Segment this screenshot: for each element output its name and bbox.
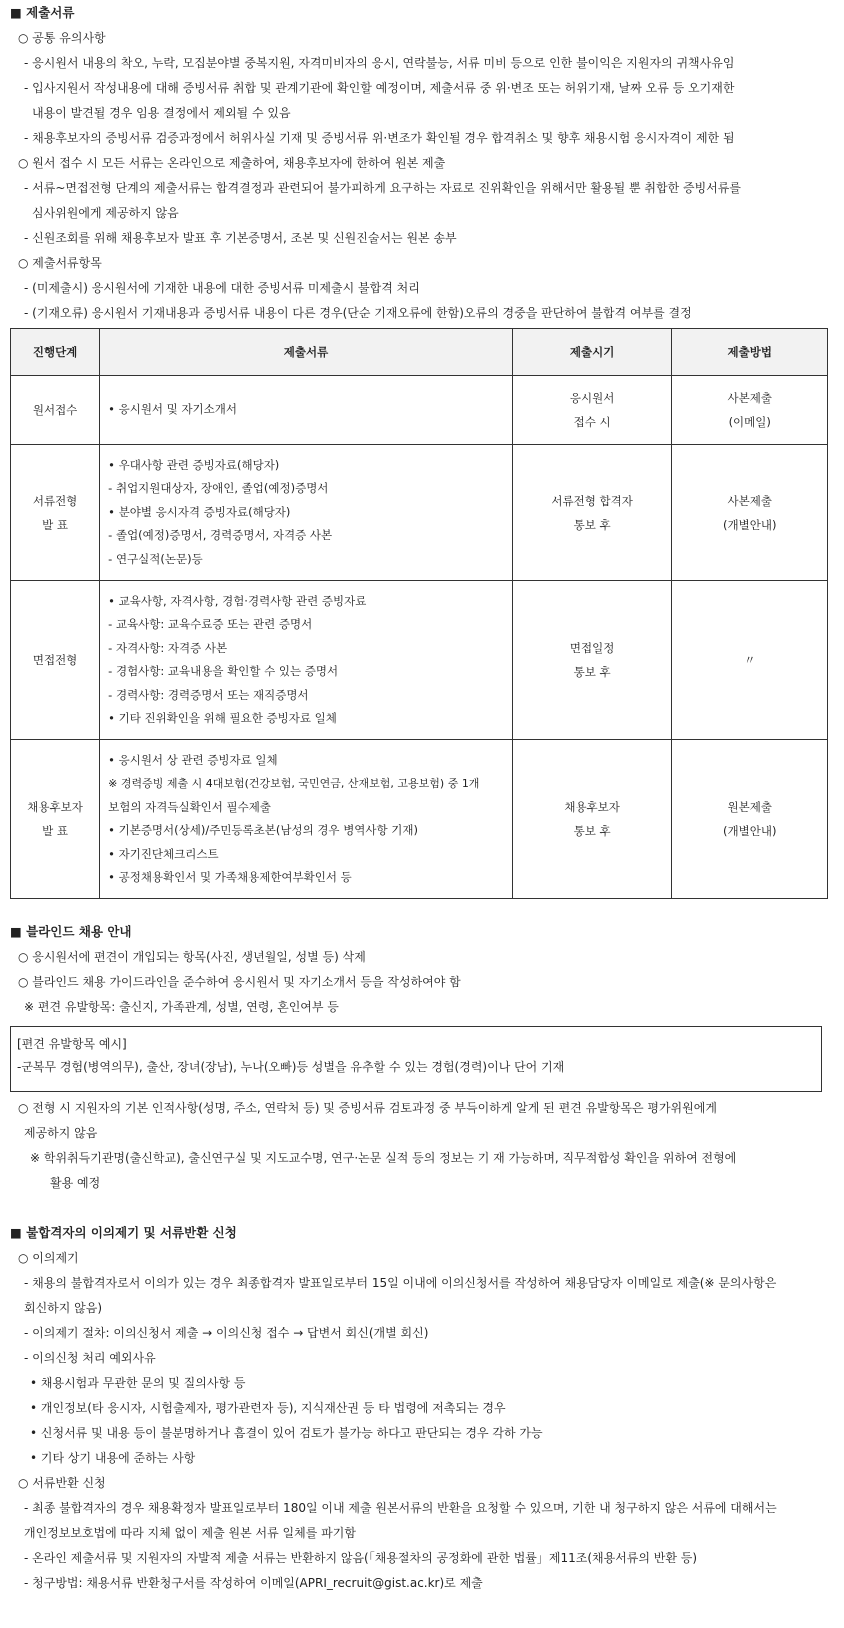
return-note-3: - 청구방법: 채용서류 반환청구서를 작성하여 이메일(APRI_recruit@gist.ac.kr)로 제출 [24,1576,483,1590]
stage-cell [11,740,100,899]
method-cell [672,581,828,740]
method-cell [672,740,828,899]
timing-cell [512,581,672,740]
exception-item: • 신청서류 및 내용 등이 불분명하거나 흠결이 있어 검토가 불가능 하다고 판단되는 경우 각하 가능 [30,1426,543,1440]
method-text: 사본제출 [727,493,772,508]
timing-text: 서류전형 합격자 [551,493,633,508]
doc-item: • 분야별 응시자격 증빙자료(해당자) [108,504,291,519]
doc-item: • 기타 진위확인을 위해 필요한 증빙자료 일체 [108,711,337,725]
stage-text: 서류전형 [32,493,78,508]
doc-item: • 공정채용확인서 및 가족채용제한여부확인서 등 [108,870,352,884]
online-heading: ○ 원서 접수 시 모든 서류는 온라인으로 제출하여, 채용후보자에 한하여 원본 제출 [18,156,446,170]
blind-note-4-cont: 활용 예정 [50,1176,101,1190]
blind-note-3-cont: 제공하지 않음 [24,1126,98,1140]
blind-note-3: ○ 전형 시 지원자의 기본 인적사항(성명, 주소, 연락처 등) 및 증빙서류 검토과정 중 부득이하게 알게 된 편견 유발항목은 평가위원에게 [18,1101,717,1115]
col-header-method: 제출방법 [672,329,828,376]
col-header-timing: 제출시기 [512,329,672,376]
docs-cell [100,445,513,581]
blind-bias-items: ※ 편견 유발항목: 출신지, 가족관계, 성별, 연령, 혼인여부 등 [24,1000,339,1014]
doc-list-note-1: - (미제출시) 응시원서에 기재한 내용에 대한 증빙서류 미제출시 불합격 처리 [24,281,420,295]
objection-note-1-cont: 회신하지 않음) [24,1301,103,1315]
objection-exceptions-heading: - 이의신청 처리 예외사유 [24,1351,156,1365]
return-note-1-cont: 개인정보보호법에 따라 지체 없이 제출 원본 서류 일체를 파기함 [24,1526,356,1540]
return-note-2: - 온라인 제출서류 및 지원자의 자발적 제출 서류는 반환하지 않음(「채용절차의 공정화에 관한 법률」제11조(채용서류의 반환 등) [24,1551,698,1565]
timing-text: 응시원서 [569,391,615,405]
stage-cell [11,581,100,740]
doc-list-heading: ○ 제출서류항목 [18,256,102,270]
table-header-row [11,329,828,376]
bias-example-box [10,1026,822,1092]
doc-item: • 응시원서 및 자기소개서 [108,402,237,417]
doc-item: - 연구실적(논문)등 [108,551,203,566]
method-text: 사본제출 [727,391,772,405]
doc-item: • 자기진단체크리스트 [108,846,219,861]
table-row [11,376,828,445]
online-note-1-cont: 심사위원에게 제공하지 않음 [32,206,179,220]
objection-procedure: - 이의제기 절차: 이의신청서 제출 → 이의신청 접수 → 답변서 회신(개별 회신) [24,1326,429,1340]
timing-text: 통보 후 [573,517,611,532]
doc-item: - 교육사항: 교육수료증 또는 관련 증명서 [108,617,313,631]
timing-cell [512,445,672,581]
method-text: (개별안내) [723,517,777,532]
doc-item: • 응시원서 상 관련 증빙자료 일체 [108,752,278,767]
docs-cell [100,740,513,899]
doc-item: • 기본증명서(상세)/주민등록초본(남성의 경우 병역사항 기재) [108,823,418,837]
exception-item: • 개인정보(타 응시자, 시험출제자, 평가관련자 등), 지식재산권 등 타 법령에 저촉되는 경우 [30,1401,506,1415]
doc-item: • 우대사항 관련 증빙자료(해당자) [108,457,280,472]
timing-text: 채용후보자 [564,800,620,814]
col-header-stage: 진행단계 [11,329,100,376]
blind-note-2: ○ 블라인드 채용 가이드라인을 준수하여 응시원서 및 자기소개서 등을 작성하여야 함 [18,975,461,989]
section-title-submission: ■ 제출서류 [10,5,75,20]
doc-item: - 취업지원대상자, 장애인, 졸업(예정)증명서 [108,481,329,496]
common-note-3: - 채용후보자의 증빙서류 검증과정에서 허위사실 기재 및 증빙서류 위·변조가 확인될 경우 합격취소 및 향후 채용시험 응시자격이 제한 됨 [24,131,735,145]
stage-text: 채용후보자 [27,800,83,814]
online-note-2: - 신원조회를 위해 채용후보자 발표 후 기본증명서, 조본 및 신원진술서는 원본 송부 [24,231,457,245]
exception-item: • 채용시험과 무관한 문의 및 질의사항 등 [30,1376,246,1390]
doc-item: • 교육사항, 자격사항, 경험·경력사항 관련 증빙자료 [108,593,367,608]
objection-heading: ○ 이의제기 [18,1251,79,1265]
stage-text: 발 표 [42,824,69,838]
table-row [11,445,828,581]
doc-item: 보험의 자격득실확인서 필수제출 [108,799,271,814]
common-notes-heading: ○ 공통 유의사항 [18,31,106,45]
timing-text: 면접일정 [569,641,615,655]
table-row [11,581,828,740]
doc-item: - 경험사항: 교육내용을 확인할 수 있는 증명서 [108,664,339,678]
doc-item: - 경력사항: 경력증명서 또는 재직증명서 [108,687,309,702]
common-note-1: - 응시원서 내용의 착오, 누락, 모집분야별 중복지원, 자격미비자의 응시, 연락불능, 서류 미비 등으로 인한 불이익은 지원자의 귀책사유임 [24,56,735,70]
table-row [11,740,828,899]
timing-cell [512,740,672,899]
timing-text: 통보 후 [573,665,611,679]
bias-example-title: [편견 유발항목 예시] [17,1037,127,1051]
section-title-blind: ■ 블라인드 채용 안내 [10,924,132,939]
objection-note-1: - 채용의 불합격자로서 이의가 있는 경우 최종합격자 발표일로부터 15일 이내에 이의신청서를 작성하여 채용담당자 이메일로 제출(※ 문의사항은 [24,1276,777,1290]
method-cell [672,445,828,581]
method-text: (이메일) [728,415,771,429]
stage-text: 면접전형 [32,653,78,667]
section-title-appeal: ■ 불합격자의 이의제기 및 서류반환 신청 [10,1225,237,1240]
stage-cell [11,376,100,445]
method-cell [672,376,828,445]
docs-cell [100,581,513,740]
bias-example-text: -군복무 경험(병역의무), 출산, 장녀(장남), 누나(오빠)등 성별을 유추할 수 있는 경험(경력)이나 단어 기재 [17,1060,565,1074]
doc-item: - 자격사항: 자격증 사본 [108,640,228,655]
timing-text: 접수 시 [573,415,611,429]
return-note-1: - 최종 불합격자의 경우 채용확정자 발표일로부터 180일 이내 제출 원본서류의 반환을 요청할 수 있으며, 기한 내 청구하지 않은 서류에 대해서는 [24,1501,777,1515]
doc-item: ※ 경력증빙 제출 시 4대보험(건강보험, 국민연금, 산재보험, 고용보험) 중 1개 [108,777,480,790]
return-heading: ○ 서류반환 신청 [18,1476,106,1490]
timing-cell [512,376,672,445]
online-note-1: - 서류~면접전형 단계의 제출서류는 합격결정과 관련되어 불가피하게 요구하는 자료로 진위확인을 위해서만 활용될 뿐 취합한 증빙서류를 [24,181,741,195]
doc-list-note-2: - (기재오류) 응시원서 기재내용과 증빙서류 내용이 다른 경우(단순 기재오류에 한함)오류의 경중을 판단하여 불합격 여부를 결정 [24,306,692,320]
blind-note-1: ○ 응시원서에 편견이 개입되는 항목(사진, 생년월일, 성별 등) 삭제 [18,950,366,964]
col-header-docs: 제출서류 [100,329,513,376]
common-note-2-cont: 내용이 발견될 경우 임용 결정에서 제외될 수 있음 [32,106,291,120]
common-note-2: - 입사지원서 작성내용에 대해 증빙서류 취합 및 관계기관에 확인할 예정이며, 제출서류 중 위·변조 또는 허위기재, 날짜 오류 등 오기재한 [24,81,735,95]
docs-cell [100,376,513,445]
blind-note-4: ※ 학위취득기관명(출신학교), 출신연구실 및 지도교수명, 연구·논문 실적 등의 정보는 기 재 가능하며, 직무적합성 확인을 위하여 전형에 [30,1151,737,1165]
doc-item: - 졸업(예정)증명서, 경력증명서, 자격증 사본 [108,528,333,543]
method-text: 원본제출 [727,800,772,814]
method-text: 〃 [743,653,756,667]
stage-cell [11,445,100,581]
document [10,0,836,1596]
submission-table [10,328,828,899]
stage-text: 발 표 [42,517,69,532]
exception-item: • 기타 상기 내용에 준하는 사항 [30,1451,196,1465]
timing-text: 통보 후 [573,824,611,838]
method-text: (개별안내) [723,824,777,838]
stage-text: 원서접수 [32,403,78,417]
